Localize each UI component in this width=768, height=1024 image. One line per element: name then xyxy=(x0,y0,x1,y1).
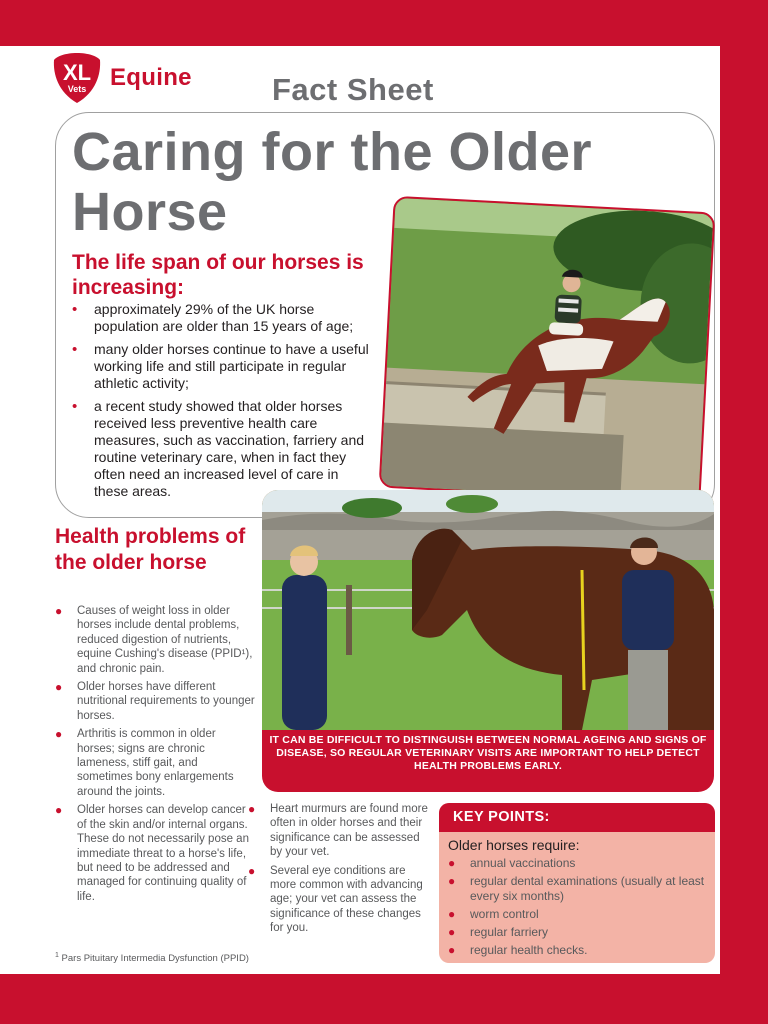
brand-name: Equine xyxy=(110,64,192,91)
bullet-icon: ● xyxy=(448,943,456,957)
title-line-2: Horse xyxy=(72,182,228,242)
logo-sub: Vets xyxy=(67,84,87,94)
list-item: ● Several eye conditions are more common with advancing age; your vet can assess the significance of these changes for you. xyxy=(248,863,423,935)
xl-vets-logo xyxy=(52,52,212,104)
list-item: ● Heart murmurs are found more often in older horses and their significance can be assessed by your vet. xyxy=(248,802,428,859)
key-points-heading: KEY POINTS: xyxy=(439,803,715,832)
bullet-icon: ● xyxy=(248,863,256,878)
footnote-text: Pars Pituitary Intermedia Dysfunction (PPID) xyxy=(61,953,249,965)
bullet-icon: ● xyxy=(55,803,63,818)
bullet-icon: ● xyxy=(55,680,63,695)
lifespan-list xyxy=(72,301,372,506)
bullet-icon: • xyxy=(72,398,78,415)
list-item: ● regular farriery xyxy=(448,925,549,939)
jumping-horse-photo xyxy=(379,196,716,504)
list-item: ● Older horses can develop cancer of the skin and/or internal organs. These do not necessarily pose an immediate threat to a horse's life, but need to be addressed and managed for continuing quality of life. xyxy=(55,803,249,903)
list-item: ● Older horses have different nutritional requirements to younger horses. xyxy=(55,680,255,722)
key-points-lead: Older horses require: xyxy=(448,837,580,853)
title-line-1: Caring for the Older xyxy=(72,122,593,182)
bullet-icon: ● xyxy=(448,874,456,888)
bullet-icon: ● xyxy=(448,907,456,921)
list-item: ● annual vaccinations xyxy=(448,856,576,870)
bullet-icon: • xyxy=(72,301,78,318)
bullet-icon: ● xyxy=(55,604,63,618)
lifespan-heading: The life span of our horses is increasing: xyxy=(72,251,364,299)
shield-logo-icon xyxy=(52,52,102,104)
footnote xyxy=(55,952,249,964)
health-problems-list xyxy=(55,604,255,908)
bullet-icon: ● xyxy=(55,727,63,742)
vet-examination-photo xyxy=(262,490,714,792)
health-problems-list-2 xyxy=(248,802,428,940)
logo-mark: XL xyxy=(62,60,92,85)
list-item: ● Arthritis is common in older horses; signs are chronic lameness, stiff gait, and sometimes bony enlargements around the joints. xyxy=(55,727,234,798)
list-item: ● regular health checks. xyxy=(448,943,588,957)
list-item: ● Causes of weight loss in older horses include dental problems, reduced digestion of nutrients, equine Cushing's disease (PPID¹), and chronic pain. xyxy=(55,604,253,675)
list-item: ● regular dental examinations (usually at least every six months) xyxy=(448,874,705,903)
key-points-list xyxy=(448,856,708,961)
footnote-mark: 1 xyxy=(55,952,59,959)
health-heading: Health problems of the older horse xyxy=(55,525,246,574)
fact-sheet-page xyxy=(0,46,720,974)
fact-sheet-label: Fact Sheet xyxy=(272,72,434,107)
list-item: • many older horses continue to have a useful working life and still participate in regular athletic activity; xyxy=(72,341,369,391)
photo-caption: IT CAN BE DIFFICULT TO DISTINGUISH BETWEEN NORMAL AGEING AND SIGNS OF DISEASE, SO REGULAR VETERINARY VISITS ARE IMPORTANT TO HELP DETECT HEALTH PROBLEMS EARLY. xyxy=(269,734,707,772)
list-item: ● worm control xyxy=(448,907,539,921)
bullet-icon: ● xyxy=(448,925,456,939)
bullet-icon: ● xyxy=(248,802,256,816)
list-item: • approximately 29% of the UK horse population are older than 15 years of age; xyxy=(72,301,354,334)
bullet-icon: ● xyxy=(448,856,456,870)
bullet-icon: • xyxy=(72,341,78,358)
list-item: • a recent study showed that older horses received less preventive health care measures, such as vaccination, farriery and routine veterinary care, when in fact they often need an increased level of care in these areas. xyxy=(72,398,365,499)
key-points-box xyxy=(439,803,715,963)
